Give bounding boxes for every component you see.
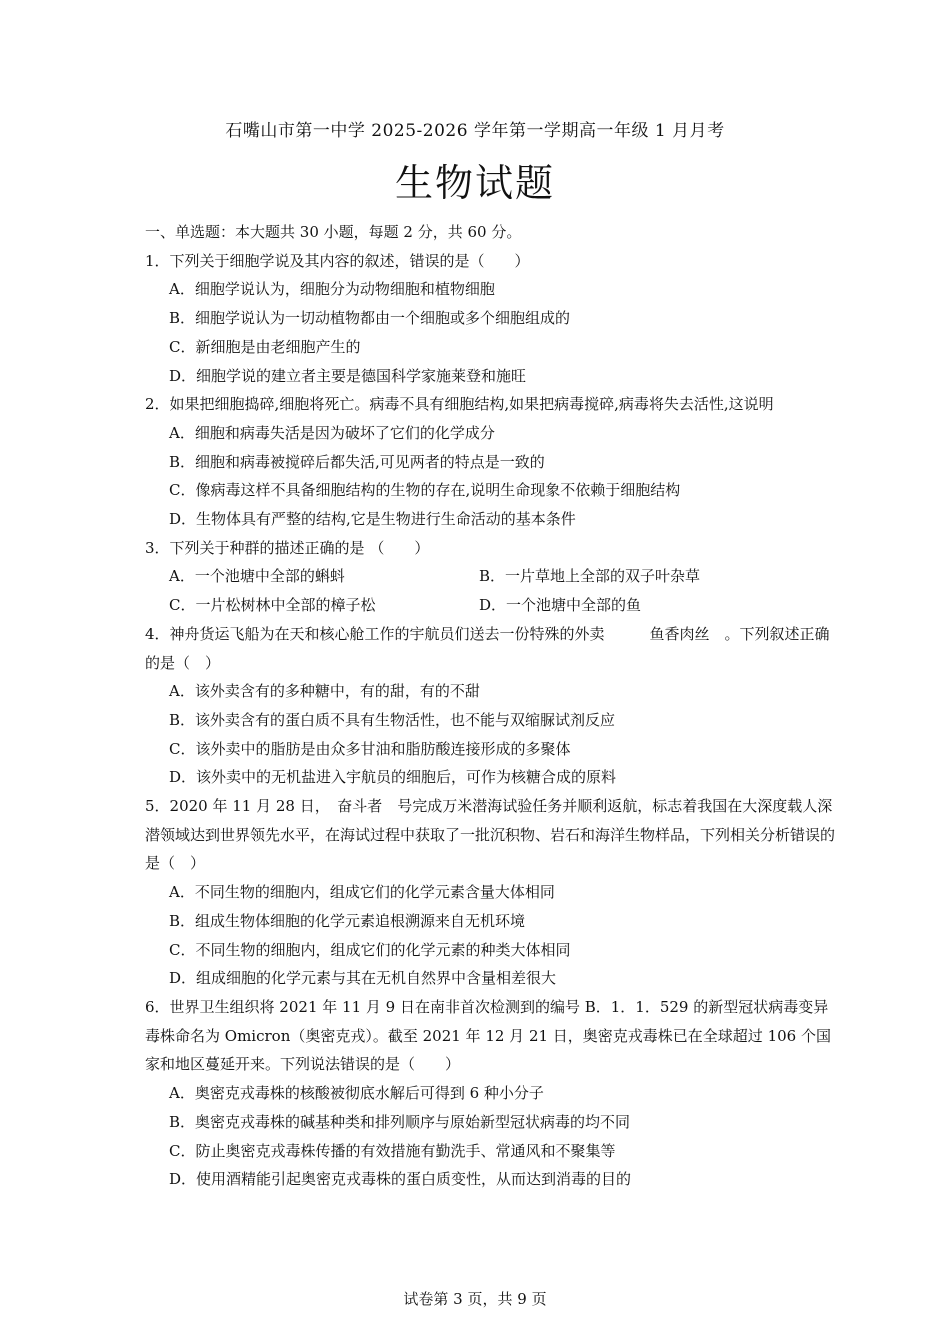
option-c: C．像病毒这样不具备细胞结构的生物的存在,说明生命现象不依赖于细胞结构 [169,481,681,500]
option-d: D．使用酒精能引起奥密克戎毒株的蛋白质变性，从而达到消毒的目的 [169,1170,632,1189]
exam-header-line: 石嘴山市第一中学 2025-2026 学年第一学期高一年级 1 月月考 [225,121,725,141]
question-1 [145,247,835,391]
question-5 [145,792,835,993]
exam-content [145,218,835,1194]
option-d: D．该外卖中的无机盐进入宇航员的细胞后，可作为核糖合成的原料 [169,768,617,787]
option-b: B．该外卖含有的蛋白质不具有生物活性，也不能与双缩脲试剂反应 [169,710,616,729]
option-b: B．细胞和病毒被搅碎后都失活,可见两者的特点是一致的 [169,452,545,471]
question-6 [145,993,835,1194]
question-2 [145,390,835,534]
option-d: D．细胞学说的建立者主要是德国科学家施莱登和施旺 [169,366,527,385]
option-a: A．细胞和病毒失活是因为破坏了它们的化学成分 [169,423,495,442]
option-b: B．奥密克戎毒株的碱基种类和排列顺序与原始新型冠状病毒的均不同 [169,1112,631,1131]
option-b: B．一片草地上全部的双子叶杂草 [479,567,701,586]
option-c: C．防止奥密克戎毒株传播的有效措施有勤洗手、常通风和不聚集等 [169,1141,616,1160]
question-stem: 6．世界卫生组织将 2021 年 11 月 9 日在南非首次检测到的编号 B．1．1．529 的新型冠状病毒变异毒株命名为 Omicron（奥密克戎）。截至 2021 年 12 月 21 日，奥密克戎毒株已在全球超过 106 个国家和地区蔓延开来。下列说法错误的是（ ） [145,997,831,1074]
option-c: C．不同生物的细胞内，组成它们的化学元素的种类大体相同 [169,940,571,959]
option-c: C．该外卖中的脂肪是由众多甘油和脂肪酸连接形成的多聚体 [169,739,571,758]
question-stem: 5．2020 年 11 月 28 日， 奋斗者 号完成万米潜海试验任务并顺利返航，标志着我国在大深度载人深潜领域达到世界领先水平，在海试过程中获取了一批沉积物、岩石和海洋生物样品，下列相关分析错误的是（ ） [145,797,836,873]
option-d: D．组成细胞的化学元素与其在无机自然界中含量相差很大 [169,969,557,988]
option-b: B．细胞学说认为一切动植物都由一个细胞或多个细胞组成的 [169,309,571,328]
page-footer: 试卷第 3 页，共 9 页 [403,1290,547,1308]
option-a: A．该外卖含有的多种糖中，有的甜，有的不甜 [169,682,480,701]
exam-title: 生物试题 [394,161,555,205]
option-a: A．不同生物的细胞内，组成它们的化学元素含量大体相同 [169,883,555,902]
question-stem: 4．神舟货运飞船为在天和核心舱工作的宇航员们送去一份特殊的外卖 鱼香肉丝 。下列叙述正确的是（ ） [145,624,830,672]
option-a: A．奥密克戎毒株的核酸被彻底水解后可得到 6 种小分子 [169,1084,544,1103]
option-c: C．一片松树林中全部的樟子松 [169,596,376,615]
option-c: C．新细胞是由老细胞产生的 [169,337,361,356]
option-d: D．生物体具有严整的结构,它是生物进行生命活动的基本条件 [169,510,576,529]
question-stem: 1．下列关于细胞学说及其内容的叙述，错误的是（ ） [145,251,530,270]
option-d: D．一个池塘中全部的鱼 [479,596,642,615]
question-stem: 2．如果把细胞捣碎,细胞将死亡。病毒不具有细胞结构,如果把病毒搅碎,病毒将失去活性,这说明 [145,395,774,414]
question-4 [145,620,835,792]
option-a: A．细胞学说认为，细胞分为动物细胞和植物细胞 [169,280,495,299]
section-title: 一、单选题：本大题共 30 小题，每题 2 分，共 60 分。 [145,223,522,241]
question-stem: 3．下列关于种群的描述正确的是 （ ） [145,538,430,557]
option-b: B．组成生物体细胞的化学元素追根溯源来自无机环境 [169,911,526,930]
question-3 [145,534,835,620]
option-a: A．一个池塘中全部的蝌蚪 [169,567,345,586]
option-grid [169,562,835,619]
